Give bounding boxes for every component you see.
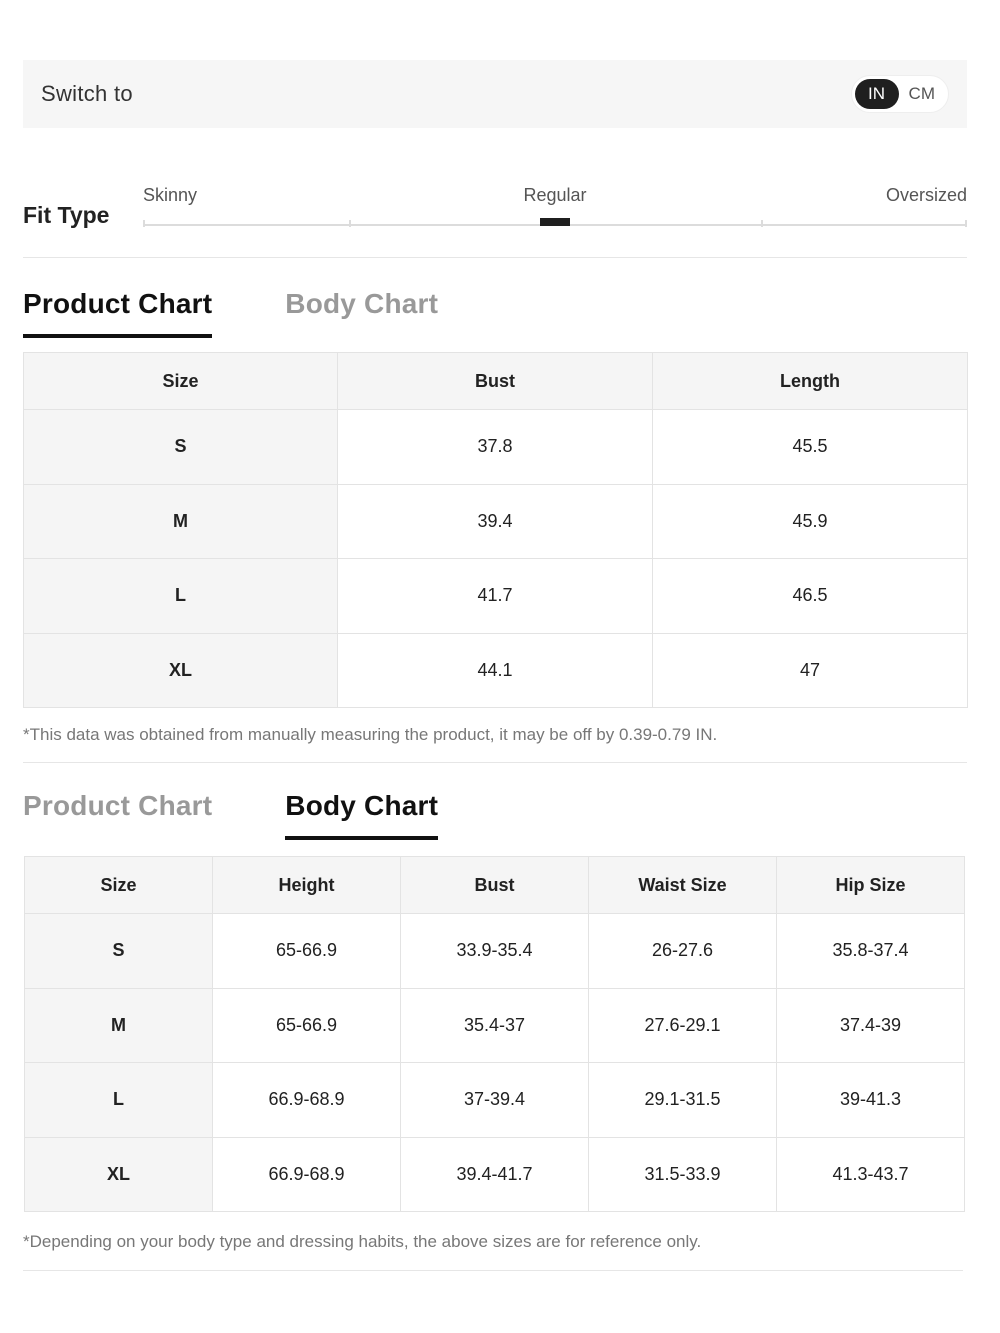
table-row [25, 988, 965, 1063]
chart-tabs [23, 790, 438, 840]
length-cell: 45.5 [653, 410, 968, 485]
table-row [25, 1137, 965, 1212]
divider [23, 257, 967, 258]
body-reference-note: *Depending on your body type and dressing habits, the above sizes are for reference only. [23, 1232, 702, 1251]
fit-type-scale [23, 180, 967, 240]
bust-cell: 37.8 [338, 410, 653, 485]
header-bust: Bust [338, 353, 653, 410]
fit-label-regular: Regular [523, 185, 587, 205]
length-cell: 47 [653, 633, 968, 708]
unit-option-cm[interactable]: CM [908, 84, 935, 103]
bust-cell: 39.4-41.7 [401, 1137, 589, 1212]
size-cell: XL [24, 633, 338, 708]
size-cell: S [25, 914, 213, 989]
body-size-table [24, 856, 965, 1212]
bust-cell: 33.9-35.4 [401, 914, 589, 989]
fit-tick [965, 220, 967, 227]
fit-tick [761, 220, 763, 227]
hip-cell: 37.4-39 [777, 988, 965, 1063]
divider [23, 1270, 963, 1271]
divider [23, 762, 967, 763]
bust-cell: 37-39.4 [401, 1063, 589, 1138]
unit-option-in[interactable]: IN [855, 79, 899, 109]
length-cell: 45.9 [653, 484, 968, 559]
size-cell: XL [25, 1137, 213, 1212]
table-row [25, 914, 965, 989]
header-size: Size [25, 857, 213, 914]
tab-product-chart[interactable]: Product Chart [23, 288, 212, 338]
bust-cell: 39.4 [338, 484, 653, 559]
size-cell: M [25, 988, 213, 1063]
table-row [25, 1063, 965, 1138]
bust-cell: 44.1 [338, 633, 653, 708]
table-row [24, 559, 968, 634]
fit-marker-regular [540, 218, 570, 226]
height-cell: 65-66.9 [213, 914, 401, 989]
fit-scale [143, 180, 967, 240]
waist-cell: 31.5-33.9 [589, 1137, 777, 1212]
height-cell: 66.9-68.9 [213, 1137, 401, 1212]
table-header-row [25, 857, 965, 914]
bust-cell: 41.7 [338, 559, 653, 634]
height-cell: 65-66.9 [213, 988, 401, 1063]
fit-tick [143, 220, 145, 227]
hip-cell: 35.8-37.4 [777, 914, 965, 989]
fit-label-oversized: Oversized [885, 185, 967, 205]
table-row [24, 484, 968, 559]
unit-toggle[interactable] [851, 75, 949, 113]
hip-cell: 39-41.3 [777, 1063, 965, 1138]
fit-label-skinny: Skinny [143, 185, 198, 205]
waist-cell: 27.6-29.1 [589, 988, 777, 1063]
table-header-row [24, 353, 968, 410]
header-bust: Bust [401, 857, 589, 914]
height-cell: 66.9-68.9 [213, 1063, 401, 1138]
tab-body-chart[interactable]: Body Chart [285, 790, 438, 840]
size-cell: L [24, 559, 338, 634]
header-hip-size: Hip Size [777, 857, 965, 914]
waist-cell: 26-27.6 [589, 914, 777, 989]
fit-tick [349, 220, 351, 227]
product-size-table [23, 352, 968, 708]
product-measurement-note: *This data was obtained from manually measuring the product, it may be off by 0.39-0.79 IN. [23, 725, 718, 744]
header-length: Length [653, 353, 968, 410]
size-cell: L [25, 1063, 213, 1138]
table-row [24, 410, 968, 485]
switch-label: Switch to [41, 81, 133, 106]
tab-product-chart[interactable]: Product Chart [23, 790, 213, 821]
size-cell: M [24, 484, 338, 559]
fit-type-title: Fit Type [23, 202, 110, 228]
length-cell: 46.5 [653, 559, 968, 634]
bust-cell: 35.4-37 [401, 988, 589, 1063]
chart-tabs [23, 288, 438, 338]
size-cell: S [24, 410, 338, 485]
tab-body-chart[interactable]: Body Chart [285, 288, 439, 319]
table-row [24, 633, 968, 708]
header-height: Height [213, 857, 401, 914]
hip-cell: 41.3-43.7 [777, 1137, 965, 1212]
header-size: Size [24, 353, 338, 410]
unit-switch-bar [23, 60, 967, 128]
header-waist-size: Waist Size [589, 857, 777, 914]
waist-cell: 29.1-31.5 [589, 1063, 777, 1138]
